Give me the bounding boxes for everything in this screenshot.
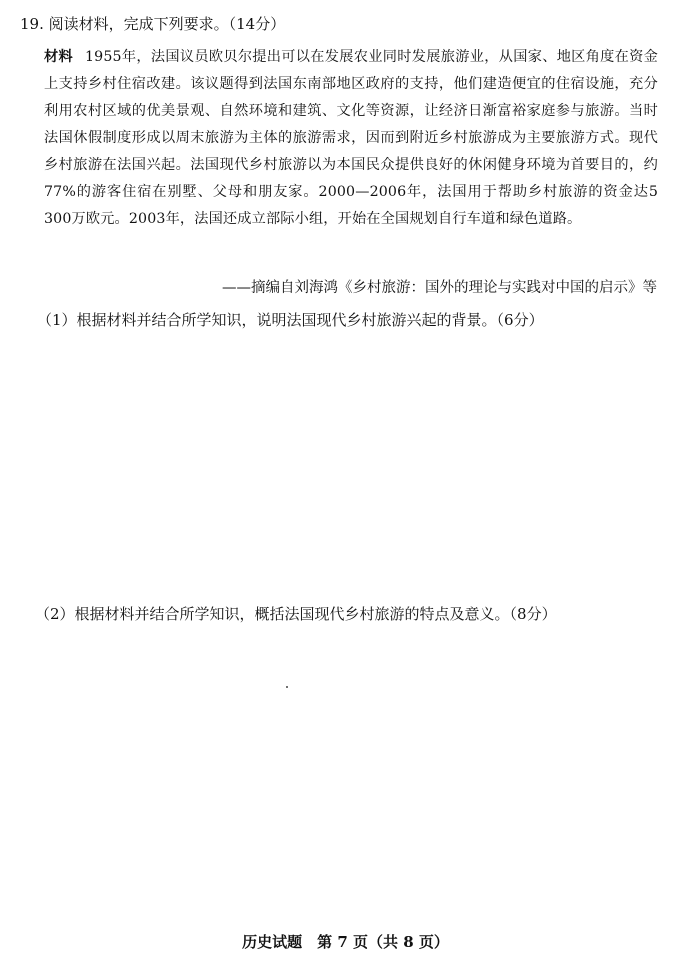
stray-mark xyxy=(286,686,288,688)
material-source: ——摘编自刘海鸿《乡村旅游：国外的理论与实践对中国的启示》等 xyxy=(222,280,657,296)
question-header: 19. 阅读材料，完成下列要求。（14分） xyxy=(20,15,286,33)
page-footer: 历史试题 第 7 页（共 8 页） xyxy=(242,933,449,951)
material-label: 材料 xyxy=(44,49,73,65)
sub-question-2: （2）根据材料并结合所学知识，概括法国现代乡村旅游的特点及意义。（8分） xyxy=(35,605,557,623)
material-text: 1955年，法国议员欧贝尔提出可以在发展农业同时发展旅游业，从国家、地区角度在资金上支持乡村住宿改建。该议题得到法国东南部地区政府的支持，他们建造便宜的住宿设施，充分利用农村区域的优美景观、自然环境和建筑、文化等资源，让经济日渐富裕家庭参与旅游。当时法国休假制度形成以周末旅游为主体的旅游需求，因而到附近乡村旅游成为主要旅游方式。现代乡村旅游在法国兴起。法国现代乡村旅游以为本国民众提供良好的休闲健身环境为首要目的，约77%的游客住宿在别墅、父母和朋友家。2000—2006年，法国用于帮助乡村旅游的资金达5 300万欧元。2003年，法国还成立部际小组，开始在全国规划自行车道和绿色道路。 xyxy=(44,49,658,227)
sub-question-1: （1）根据材料并结合所学知识，说明法国现代乡村旅游兴起的背景。（6分） xyxy=(37,311,544,329)
material-block xyxy=(44,44,658,233)
